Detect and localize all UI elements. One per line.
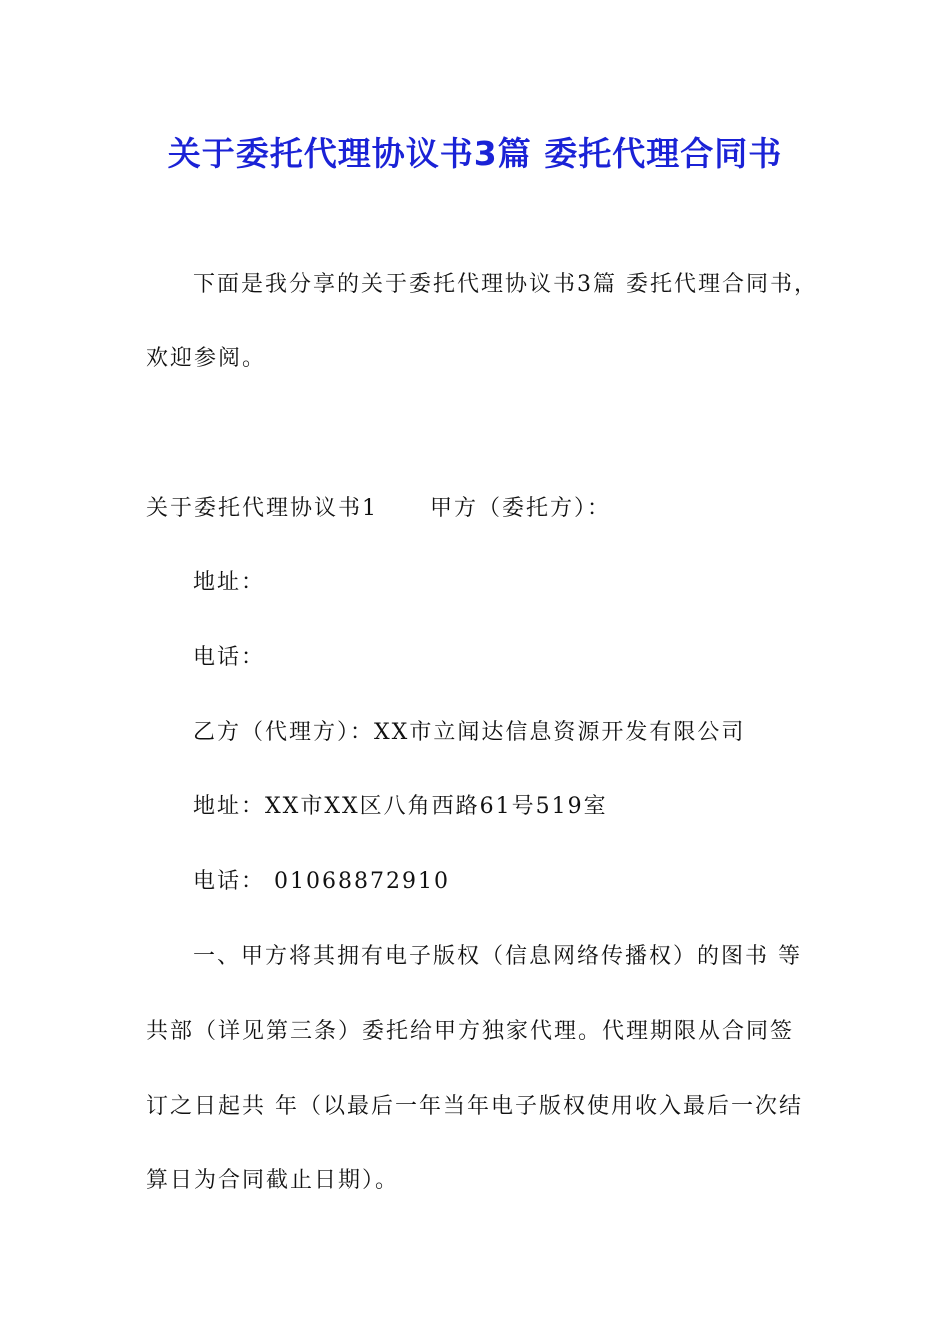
party-a-label: 甲方（委托方）：: [430, 496, 612, 521]
section-1-heading: 关于委托代理协议书1: [146, 496, 378, 521]
document-title: 关于委托代理协议书3篇 委托代理合同书: [167, 134, 783, 173]
clause-1-line-4: 算日为合同截止日期）。: [146, 1168, 400, 1193]
clause-1-line-3: 订之日起共 年（以最后一年当年电子版权使用收入最后一次结: [146, 1094, 803, 1119]
clause-1-line-2: 共部（详见第三条）委托给甲方独家代理。代理期限从合同签: [146, 1019, 795, 1044]
party-b-address: 地址：XX市XX区八角西路61号519室: [193, 794, 608, 819]
intro-line-1: 下面是我分享的关于委托代理协议书3篇 委托代理合同书，: [193, 272, 818, 297]
party-a-phone: 电话：: [193, 645, 266, 670]
party-a-address: 地址：: [193, 570, 266, 595]
clause-1-line-1: 一、甲方将其拥有电子版权（信息网络传播权）的图书 等: [193, 944, 802, 969]
party-b-line: 乙方（代理方）：XX市立闻达信息资源开发有限公司: [193, 720, 746, 745]
intro-line-2: 欢迎参阅。: [146, 346, 267, 371]
party-b-phone: 电话： 01068872910: [193, 869, 450, 894]
section-heading-line: [146, 494, 611, 524]
